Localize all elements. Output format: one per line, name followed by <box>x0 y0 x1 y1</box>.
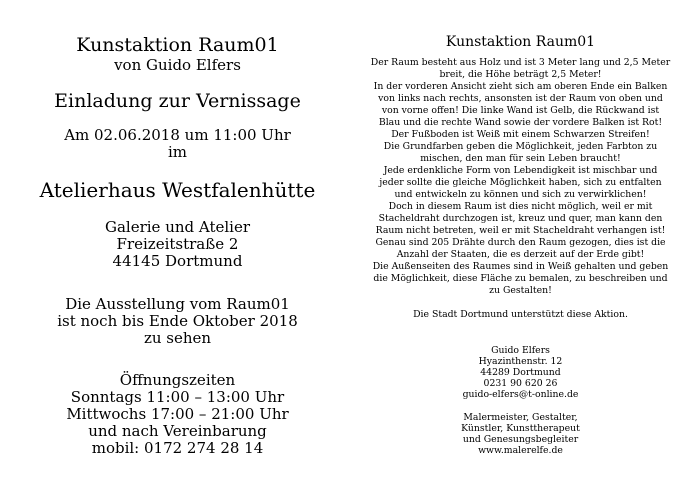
contact-line: 0231 90 620 26 <box>483 378 558 389</box>
description-title: Kunstaktion Raum01 <box>445 34 596 50</box>
profession-line: und Genesungsbegleiter <box>462 434 579 445</box>
body-line: jeder sollte die gleiche Möglichkeit haben, sich zu entfalten <box>379 177 662 188</box>
body-line: Die Grundfarben geben die Möglichkeit, jeden Farbton zu <box>383 141 658 152</box>
body-line: In der vorderen Ansicht zieht sich am oberen Ende ein Balken <box>373 81 668 92</box>
address-line: 44145 Dortmund <box>112 252 243 270</box>
in-word: im <box>167 143 188 161</box>
email-line: guido-elfers@t-online.de <box>462 389 579 400</box>
body-line: mischen, den man für sein Leben braucht! <box>420 153 621 164</box>
body-line: Stacheldraht durchzogen ist, kreuz und quer, man kann den <box>378 213 663 224</box>
date-line: Am 02.06.2018 um 11:00 Uhr <box>64 126 291 144</box>
body-line: zu Gestalten! <box>489 285 552 296</box>
exhibition-line: Die Ausstellung vom Raum01 <box>65 295 290 313</box>
description-panel <box>368 34 673 456</box>
contact-line: Guido Elfers <box>491 345 550 356</box>
phone-line: mobil: 0172 274 28 14 <box>91 439 264 457</box>
address-line: Freizeitstraße 2 <box>116 235 239 253</box>
address-line: Galerie und Atelier <box>104 218 251 236</box>
body-line: von vorne offen! Die linke Wand ist Gelb, die Rückwand ist <box>381 105 660 116</box>
body-line: Blau und die rechte Wand sowie der vordere Balken ist Rot! <box>378 117 663 128</box>
invitation-heading: Einladung zur Vernissage <box>54 90 301 112</box>
contact-block <box>368 345 673 400</box>
profession-block <box>368 412 673 456</box>
opening-hours <box>20 372 335 457</box>
artist-line: von Guido Elfers <box>114 56 241 74</box>
body-line: und entwickeln zu können und sich zu verwirklichen! <box>394 189 647 200</box>
hours-heading: Öffnungszeiten <box>119 371 236 389</box>
profession-line: Malermeister, Gestalter, <box>463 412 578 423</box>
exhibition-line: ist noch bis Ende Oktober 2018 <box>57 312 298 330</box>
venue-address <box>20 219 335 270</box>
venue-name: Atelierhaus Westfalenhütte <box>39 178 316 202</box>
body-line: Der Raum besteht aus Holz und ist 3 Meter lang und 2,5 Meter <box>370 57 671 68</box>
event-title: Kunstaktion Raum01 <box>76 34 279 56</box>
profession-line: Künstler, Kunsttherapeut <box>461 423 580 434</box>
invitation-panel <box>20 34 335 457</box>
body-line: Doch in diesem Raum ist dies nicht möglich, weil er mit <box>388 201 653 212</box>
hours-line: Mittwochs 17:00 – 21:00 Uhr <box>66 405 289 423</box>
body-line: Genau sind 205 Drähte durch den Raum gezogen, dies ist die <box>375 237 666 248</box>
website-line: www.malerelfe.de <box>478 445 563 456</box>
body-line: Die Außenseiten des Raumes sind in Weiß gehalten und geben <box>372 261 669 272</box>
body-line: Jede erdenkliche Form von Lebendigkeit ist mischbar und <box>383 165 658 176</box>
exhibition-line: zu sehen <box>143 329 212 347</box>
body-line: Raum nicht betreten, weil er mit Stacheldraht verhangen ist! <box>375 225 666 236</box>
support-note: Die Stadt Dortmund unterstützt diese Aktion. <box>413 309 628 320</box>
description-body <box>368 57 673 297</box>
body-line: Anzahl der Staaten, die es derzeit auf der Erde gibt! <box>396 249 645 260</box>
hours-line: Sonntags 11:00 – 13:00 Uhr <box>70 388 285 406</box>
body-line: von links nach rechts, ansonsten ist der Raum von oben und <box>378 93 663 104</box>
contact-line: Hyazinthenstr. 12 <box>478 356 563 367</box>
exhibition-info <box>20 296 335 347</box>
body-line: breit, die Höhe beträgt 2,5 Meter! <box>439 69 602 80</box>
body-line: Der Fußboden ist Weiß mit einem Schwarzen Streifen! <box>391 129 650 140</box>
body-line: die Möglichkeit, diese Fläche zu bemalen, zu beschreiben und <box>373 273 668 284</box>
contact-line: 44289 Dortmund <box>480 367 561 378</box>
hours-line: und nach Vereinbarung <box>88 422 267 440</box>
